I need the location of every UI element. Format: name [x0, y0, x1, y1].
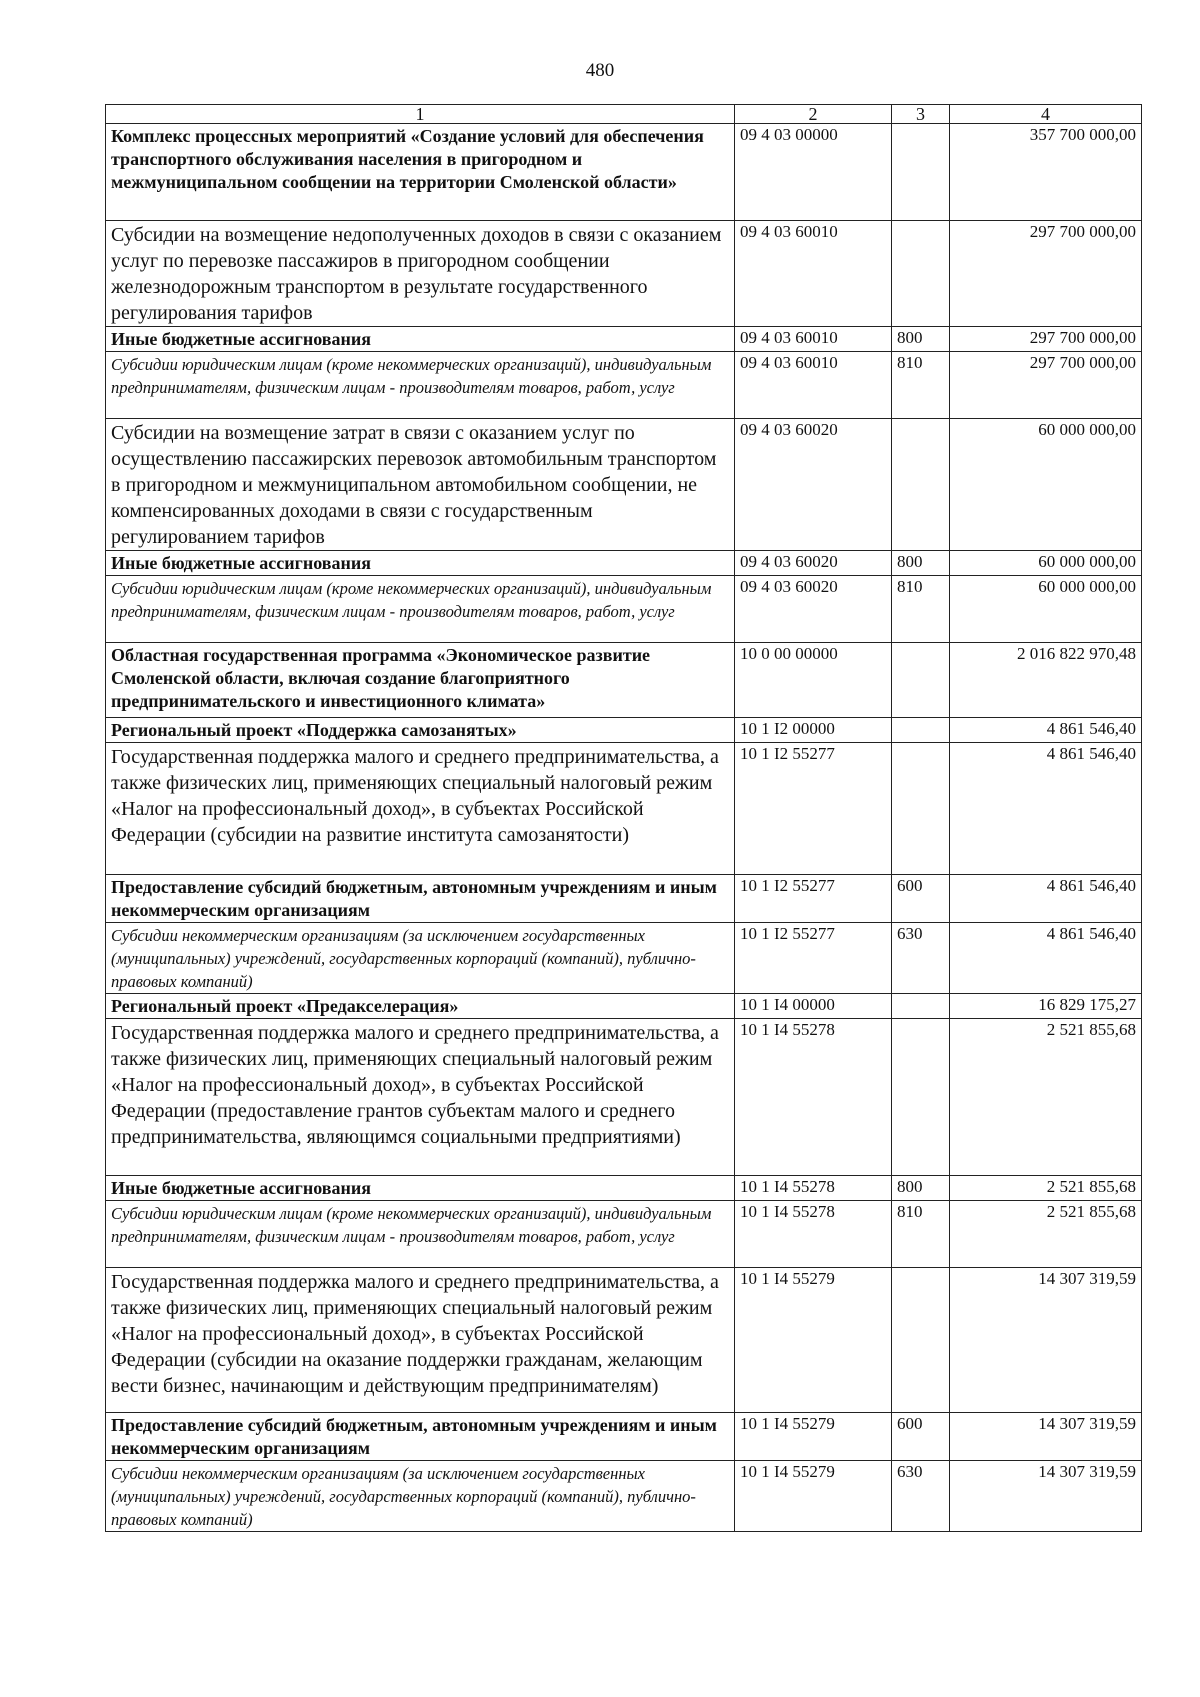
header-col-4: 4	[950, 105, 1142, 124]
row-name: Субсидии юридическим лицам (кроме некоммерческих организаций), индивидуальным предпринимателям, физическим лицам - производителям товаров, работ, услуг	[106, 352, 735, 419]
row-expense-type: 810	[892, 1201, 950, 1268]
row-expense-type: 800	[892, 551, 950, 576]
table-row	[106, 875, 1142, 923]
row-amount: 14 307 319,59	[950, 1461, 1142, 1532]
row-expense-type	[892, 994, 950, 1019]
table-row	[106, 419, 1142, 551]
row-name: Субсидии на возмещение затрат в связи с оказанием услуг по осуществлению пассажирских перевозок автомобильным транспортом в пригородном и межмуниципальном автомобильном сообщении, не компенсированных доходами в связи с государственным регулированием тарифов	[106, 419, 735, 551]
row-amount: 4 861 546,40	[950, 718, 1142, 743]
row-expense-type	[892, 124, 950, 221]
row-expense-type	[892, 643, 950, 718]
row-code: 10 1 I4 55279	[735, 1413, 892, 1461]
row-name: Иные бюджетные ассигнования	[106, 1176, 735, 1201]
row-amount: 2 521 855,68	[950, 1176, 1142, 1201]
row-amount: 2 016 822 970,48	[950, 643, 1142, 718]
row-name: Государственная поддержка малого и среднего предпринимательства, а также физических лиц, применяющих специальный налоговый режим «Налог на профессиональный доход», в субъектах Российской Федерации (предоставление грантов субъектам малого и среднего предпринимательства, являющимся социальными предприятиями)	[106, 1019, 735, 1176]
row-code: 10 1 I2 55277	[735, 743, 892, 875]
row-expense-type: 600	[892, 1413, 950, 1461]
row-amount: 14 307 319,59	[950, 1413, 1142, 1461]
row-expense-type	[892, 718, 950, 743]
row-name: Комплекс процессных мероприятий «Создание условий для обеспечения транспортного обслуживания населения в пригородном и межмуниципальном сообщении на территории Смоленской области»	[106, 124, 735, 221]
table-row	[106, 1413, 1142, 1461]
row-expense-type	[892, 1268, 950, 1413]
row-amount: 4 861 546,40	[950, 923, 1142, 994]
row-expense-type: 810	[892, 352, 950, 419]
table-row	[106, 718, 1142, 743]
table-row	[106, 221, 1142, 327]
row-name: Государственная поддержка малого и среднего предпринимательства, а также физических лиц, применяющих специальный налоговый режим «Налог на профессиональный доход», в субъектах Российской Федерации (субсидии на оказание поддержки гражданам, желающим вести бизнес, начинающим и действующим предпринимателям)	[106, 1268, 735, 1413]
table-row	[106, 1461, 1142, 1532]
row-code: 10 1 I2 55277	[735, 923, 892, 994]
row-code: 10 1 I4 55278	[735, 1176, 892, 1201]
table-row	[106, 643, 1142, 718]
row-name: Региональный проект «Предакселерация»	[106, 994, 735, 1019]
header-col-2: 2	[735, 105, 892, 124]
row-code: 09 4 03 60020	[735, 419, 892, 551]
table-row	[106, 1201, 1142, 1268]
table-header-row	[106, 105, 1142, 124]
table-row	[106, 1019, 1142, 1176]
table-row	[106, 923, 1142, 994]
row-amount: 357 700 000,00	[950, 124, 1142, 221]
row-code: 10 1 I2 55277	[735, 875, 892, 923]
table-row	[106, 327, 1142, 352]
row-amount: 4 861 546,40	[950, 743, 1142, 875]
table-body	[106, 124, 1142, 1532]
row-code: 09 4 03 00000	[735, 124, 892, 221]
row-expense-type: 800	[892, 1176, 950, 1201]
row-name: Субсидии на возмещение недополученных доходов в связи с оказанием услуг по перевозке пассажиров в пригородном сообщении железнодорожным транспортом в результате государственного регулирования тарифов	[106, 221, 735, 327]
row-expense-type	[892, 1019, 950, 1176]
row-amount: 16 829 175,27	[950, 994, 1142, 1019]
row-expense-type: 630	[892, 923, 950, 994]
row-name: Субсидии юридическим лицам (кроме некоммерческих организаций), индивидуальным предпринимателям, физическим лицам - производителям товаров, работ, услуг	[106, 576, 735, 643]
row-code: 09 4 03 60010	[735, 221, 892, 327]
row-expense-type	[892, 743, 950, 875]
row-amount: 2 521 855,68	[950, 1201, 1142, 1268]
table-row	[106, 124, 1142, 221]
row-code: 10 1 I4 00000	[735, 994, 892, 1019]
row-name: Предоставление субсидий бюджетным, автономным учреждениям и иным некоммерческим организациям	[106, 1413, 735, 1461]
table-row	[106, 743, 1142, 875]
row-name: Иные бюджетные ассигнования	[106, 327, 735, 352]
row-code: 09 4 03 60010	[735, 327, 892, 352]
table-row	[106, 352, 1142, 419]
budget-table	[105, 104, 1142, 1532]
header-col-3: 3	[892, 105, 950, 124]
row-name: Субсидии некоммерческим организациям (за исключением государственных (муниципальных) учреждений, государственных корпораций (компаний), публично-правовых компаний)	[106, 923, 735, 994]
row-expense-type: 630	[892, 1461, 950, 1532]
table-row	[106, 994, 1142, 1019]
row-name: Государственная поддержка малого и среднего предпринимательства, а также физических лиц, применяющих специальный налоговый режим «Налог на профессиональный доход», в субъектах Российской Федерации (субсидии на развитие института самозанятости)	[106, 743, 735, 875]
header-col-1: 1	[106, 105, 735, 124]
table-row	[106, 1268, 1142, 1413]
row-code: 10 0 00 00000	[735, 643, 892, 718]
row-amount: 4 861 546,40	[950, 875, 1142, 923]
row-amount: 297 700 000,00	[950, 327, 1142, 352]
row-name: Предоставление субсидий бюджетным, автономным учреждениям и иным некоммерческим организациям	[106, 875, 735, 923]
row-amount: 297 700 000,00	[950, 221, 1142, 327]
row-code: 10 1 I2 00000	[735, 718, 892, 743]
row-amount: 60 000 000,00	[950, 576, 1142, 643]
row-code: 09 4 03 60020	[735, 551, 892, 576]
row-amount: 2 521 855,68	[950, 1019, 1142, 1176]
row-code: 10 1 I4 55278	[735, 1201, 892, 1268]
row-name: Субсидии юридическим лицам (кроме некоммерческих организаций), индивидуальным предпринимателям, физическим лицам - производителям товаров, работ, услуг	[106, 1201, 735, 1268]
row-code: 10 1 I4 55279	[735, 1268, 892, 1413]
row-code: 09 4 03 60020	[735, 576, 892, 643]
row-expense-type	[892, 221, 950, 327]
page-number: 480	[585, 60, 615, 81]
table-row	[106, 551, 1142, 576]
row-name: Иные бюджетные ассигнования	[106, 551, 735, 576]
row-code: 10 1 I4 55278	[735, 1019, 892, 1176]
table-row	[106, 576, 1142, 643]
table-row	[106, 1176, 1142, 1201]
row-name: Субсидии некоммерческим организациям (за исключением государственных (муниципальных) учреждений, государственных корпораций (компаний), публично-правовых компаний)	[106, 1461, 735, 1532]
row-expense-type: 810	[892, 576, 950, 643]
row-amount: 14 307 319,59	[950, 1268, 1142, 1413]
row-amount: 60 000 000,00	[950, 419, 1142, 551]
row-expense-type: 600	[892, 875, 950, 923]
row-amount: 60 000 000,00	[950, 551, 1142, 576]
row-code: 09 4 03 60010	[735, 352, 892, 419]
row-code: 10 1 I4 55279	[735, 1461, 892, 1532]
row-name: Областная государственная программа «Экономическое развитие Смоленской области, включая создание благоприятного предпринимательского и инвестиционного климата»	[106, 643, 735, 718]
row-expense-type	[892, 419, 950, 551]
row-name: Региональный проект «Поддержка самозанятых»	[106, 718, 735, 743]
row-expense-type: 800	[892, 327, 950, 352]
row-amount: 297 700 000,00	[950, 352, 1142, 419]
